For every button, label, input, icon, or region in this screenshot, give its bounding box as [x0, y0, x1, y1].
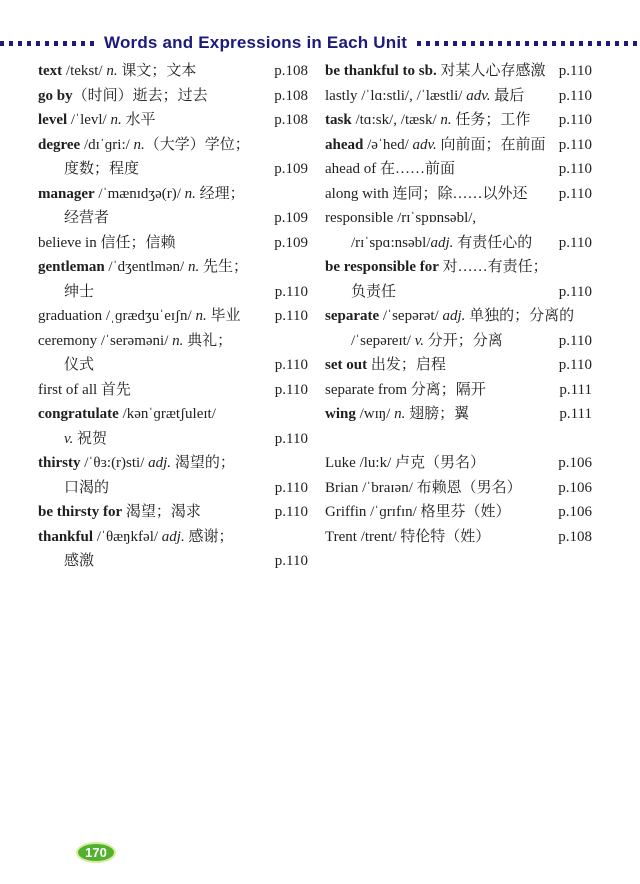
vocab-entry-text: set out 出发；启程 [325, 357, 446, 373]
vocab-entry-text: Trent /trent/ 特伦特（姓） [325, 528, 491, 545]
page-ref: p.110 [558, 161, 592, 177]
page-ref: p.110 [274, 504, 308, 520]
page-ref: p.110 [558, 112, 592, 128]
vocab-entry-line [38, 108, 308, 133]
vocab-entry-line [38, 133, 308, 158]
vocab-entry-text: Brian /ˈbraɪən/ 布赖恩（男名） [325, 479, 522, 496]
page-ref: p.109 [274, 234, 308, 251]
page-ref: p.110 [274, 283, 308, 300]
page-ref: p.110 [558, 357, 592, 373]
page-ref: p.108 [274, 87, 308, 104]
vocab-entry-text: /ˈsepəreɪt/ v. 分开；分离 [351, 332, 503, 349]
vocab-entry-text: 感激 [64, 553, 95, 569]
page-ref: p.106 [558, 455, 592, 471]
vocab-entry-line [38, 353, 308, 378]
page-ref: p.106 [558, 504, 592, 520]
vocab-entry-text: be thirsty for 渴望；渴求 [38, 504, 201, 520]
page-ref: p.110 [274, 479, 308, 496]
vocab-entry-line [325, 133, 592, 158]
vocab-entry-text: ahead /əˈhed/ adv. 向前面；在前面 [325, 136, 546, 153]
vocab-entry-line [325, 157, 592, 182]
vocab-entry-line [38, 427, 308, 452]
page-ref: p.106 [558, 479, 592, 496]
vocab-entry-text: be thankful to sb. 对某人心存感激 [325, 63, 546, 79]
vocab-entry-text: level /ˈlevl/ n. 水平 [38, 112, 156, 128]
vocab-entry-line [325, 329, 592, 354]
section-header [0, 32, 640, 54]
vocab-entry-line [325, 108, 592, 133]
vocab-entry-text: /rɪˈspɑ:nsəbl/adj. 有责任心的 [351, 234, 533, 251]
page-ref: p.111 [559, 406, 592, 422]
vocab-entry-text: 口渴的 [64, 479, 110, 496]
vocab-entry-text: believe in 信任；信赖 [38, 234, 176, 251]
vocab-entry-line [325, 402, 592, 427]
vocab-entry-text: v. 祝贺 [64, 430, 108, 447]
vocab-entry-line [38, 59, 308, 84]
vocab-entry-text: responsible /rɪˈspɒnsəbl/, [325, 210, 477, 226]
vocab-entry-line [325, 378, 592, 403]
section-title: Words and Expressions in Each Unit [104, 33, 408, 52]
vocab-entry-line [38, 549, 308, 574]
page-ref: p.108 [274, 63, 308, 79]
page-ref: p.110 [274, 381, 308, 398]
vocab-entry-text: first of all 首先 [38, 381, 131, 398]
vocab-entry-line [325, 231, 592, 256]
vocab-entry-line [325, 451, 592, 476]
page-number-badge: 170 [76, 842, 116, 863]
vocab-entry-text: 仪式 [64, 357, 95, 373]
vocab-entry-text: manager /ˈmænɪdʒə(r)/ n. 经理； [38, 185, 245, 202]
vocab-entry-line [325, 476, 592, 501]
vocab-entry-line [38, 476, 308, 501]
vocab-column-left [38, 59, 308, 574]
dotted-divider-left [0, 41, 94, 46]
vocab-entry-line [38, 255, 308, 280]
vocab-entry-text: degree /dɪˈɡri:/ n.（大学）学位； [38, 136, 250, 153]
page-ref: p.111 [559, 381, 592, 398]
vocab-entry-line [325, 280, 592, 305]
vocab-entry-line [325, 206, 592, 231]
vocab-entry-text: gentleman /ˈdʒentlmən/ n. 先生； [38, 259, 248, 275]
vocab-entry-text: 负责任 [351, 283, 397, 300]
vocab-entry-line [38, 451, 308, 476]
page-ref: p.108 [558, 528, 592, 545]
page-ref: p.109 [274, 210, 308, 226]
vocab-column-right [325, 59, 592, 574]
vocab-entry-text: be responsible for 对……有责任； [325, 259, 548, 275]
vocab-entry-text: congratulate /kənˈɡrætʃuleɪt/ [38, 406, 216, 422]
vocab-entry-line [38, 525, 308, 550]
vocab-entry-line [325, 304, 592, 329]
vocab-entry-line [325, 500, 592, 525]
page-ref: p.109 [274, 161, 308, 177]
vocab-entry-text: Griffin /ˈɡrɪfɪn/ 格里芬（姓） [325, 504, 511, 520]
page-ref: p.110 [274, 430, 308, 447]
page-ref: p.110 [558, 136, 592, 153]
page-ref: p.110 [558, 185, 592, 202]
vocab-entry-line [38, 402, 308, 427]
vocab-entry-line [325, 525, 592, 550]
vocab-entry-text: lastly /ˈlɑ:stli/, /ˈlæstli/ adv. 最后 [325, 87, 525, 104]
vocab-entry-text: separate /ˈsepərət/ adj. 单独的；分离的 [325, 308, 575, 324]
vocab-entry-line [38, 231, 308, 256]
vocab-entry-line [325, 84, 592, 109]
vocab-entry-text: graduation /ˌɡrædʒuˈeɪʃn/ n. 毕业 [38, 308, 241, 324]
vocab-entry-text: 度数；程度 [64, 161, 140, 177]
page-ref: p.110 [558, 63, 592, 79]
vocab-entry-text: separate from 分离；隔开 [325, 381, 486, 398]
vocab-entry-line [325, 182, 592, 207]
vocab-entry-text: task /tɑ:sk/, /tæsk/ n. 任务；工作 [325, 112, 531, 128]
vocab-entry-line [38, 157, 308, 182]
vocab-entry-line [38, 280, 308, 305]
page-ref: p.110 [558, 332, 592, 349]
vocab-entry-text: ceremony /ˈserəməni/ n. 典礼； [38, 332, 233, 349]
vocab-entry-line [325, 255, 592, 280]
page-ref: p.110 [274, 308, 308, 324]
vocab-entry-text: go by（时间）逝去；过去 [38, 87, 208, 104]
vocab-entry-line [38, 182, 308, 207]
vocab-entry-line [325, 353, 592, 378]
dotted-divider-right [417, 41, 640, 46]
page-ref: p.108 [274, 112, 308, 128]
vocab-entry-line [38, 329, 308, 354]
vocab-entry-line [38, 304, 308, 329]
vocab-entry-text: ahead of 在……前面 [325, 161, 455, 177]
page-ref: p.110 [558, 234, 592, 251]
vocab-entry-text: thankful /ˈθæŋkfəl/ adj. 感谢； [38, 528, 234, 545]
vocab-entry-line [38, 500, 308, 525]
vocab-entry-text: thirsty /ˈθɜ:(r)sti/ adj. 渴望的； [38, 455, 235, 471]
vocab-entry-text: along with 连同；除……以外还 [325, 185, 528, 202]
vocab-entry-text: 绅士 [64, 283, 95, 300]
vocab-entry-line [38, 84, 308, 109]
vocab-entry-line [38, 378, 308, 403]
blank-line [325, 427, 592, 452]
vocab-entry-line [325, 59, 592, 84]
vocab-entry-text: text /tekst/ n. 课文；文本 [38, 63, 197, 79]
vocab-entry-text: wing /wɪŋ/ n. 翅膀；翼 [325, 406, 470, 422]
vocab-entry-line [38, 206, 308, 231]
vocab-entry-text: 经营者 [64, 210, 110, 226]
vocab-columns [38, 59, 592, 574]
page-ref: p.110 [558, 87, 592, 104]
page-ref: p.110 [558, 283, 592, 300]
page-ref: p.110 [274, 357, 308, 373]
page-ref: p.110 [274, 553, 308, 569]
vocab-entry-text: Luke /lu:k/ 卢克（男名） [325, 455, 485, 471]
